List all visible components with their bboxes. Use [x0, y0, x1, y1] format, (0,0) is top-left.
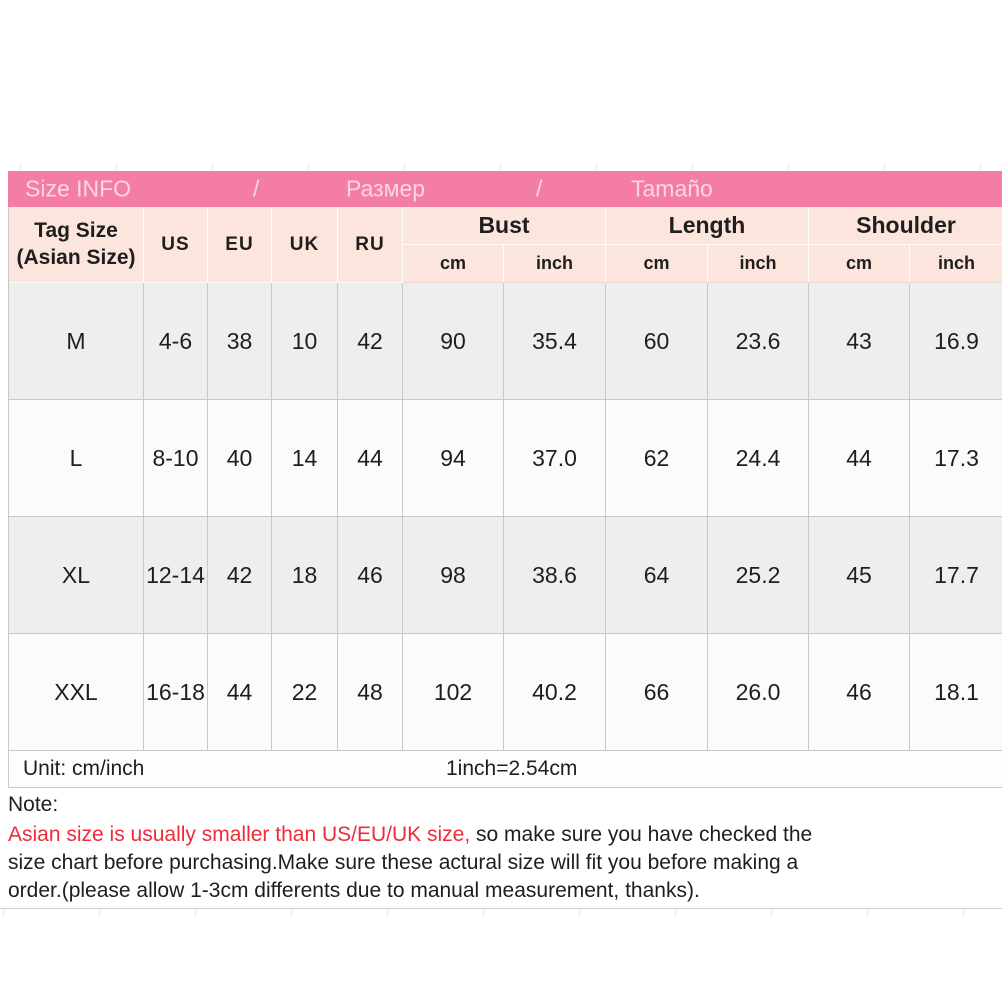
cell-tag: XXL	[9, 634, 144, 751]
cell-shoulder-cm: 45	[809, 517, 910, 634]
cell-length-cm: 60	[606, 283, 708, 400]
cell-shoulder-cm: 44	[809, 400, 910, 517]
tag-size-header-line2: (Asian Size)	[16, 245, 136, 269]
unit-header-shoulder-inch: inch	[910, 245, 1002, 283]
unit-header-bust-cm: cm	[403, 245, 504, 283]
cell-bust-cm: 90	[403, 283, 504, 400]
note-red-text: Asian size is usually smaller than US/EU/UK size,	[8, 823, 471, 846]
cell-bust-cm: 98	[403, 517, 504, 634]
note-label: Note:	[8, 793, 59, 816]
cell-us: 12-14	[144, 517, 208, 634]
note-line-1	[8, 821, 996, 849]
column-header-uk: UK	[272, 207, 338, 283]
cell-length-cm: 66	[606, 634, 708, 751]
cell-eu: 44	[208, 634, 272, 751]
cell-length-inch: 25.2	[708, 517, 809, 634]
cell-shoulder-inch: 18.1	[910, 634, 1002, 751]
cell-shoulder-inch: 17.3	[910, 400, 1002, 517]
title-separator: /	[536, 175, 543, 202]
cell-shoulder-cm: 43	[809, 283, 910, 400]
cell-us: 4-6	[144, 283, 208, 400]
cell-eu: 38	[208, 283, 272, 400]
cell-ru: 48	[338, 634, 403, 751]
cell-bust-inch: 38.6	[504, 517, 606, 634]
cell-us: 16-18	[144, 634, 208, 751]
cell-length-inch: 24.4	[708, 400, 809, 517]
grid-tick-marks-top	[20, 164, 1002, 171]
cell-length-cm: 62	[606, 400, 708, 517]
cell-tag: M	[9, 283, 144, 400]
title-separator: /	[253, 175, 260, 202]
column-header-ru: RU	[338, 207, 403, 283]
table-row-xl	[9, 517, 1002, 634]
cell-eu: 40	[208, 400, 272, 517]
title-english: Size INFO	[25, 175, 132, 202]
header-row-groups	[9, 207, 1002, 245]
group-header-bust: Bust	[403, 207, 606, 245]
cell-uk: 14	[272, 400, 338, 517]
cell-tag: L	[9, 400, 144, 517]
cell-uk: 22	[272, 634, 338, 751]
note-black-text: so make sure you have checked the	[470, 823, 813, 846]
cell-us: 8-10	[144, 400, 208, 517]
table-row-m	[9, 283, 1002, 400]
column-header-us: US	[144, 207, 208, 283]
cell-bust-cm: 102	[403, 634, 504, 751]
group-header-shoulder: Shoulder	[809, 207, 1002, 245]
title-russian: Размер	[346, 175, 426, 202]
inch-conversion-label: 1inch=2.54cm	[446, 757, 578, 780]
cell-bust-cm: 94	[403, 400, 504, 517]
unit-header-bust-inch: inch	[504, 245, 606, 283]
title-spanish: Tamaño	[631, 175, 713, 202]
cell-ru: 46	[338, 517, 403, 634]
cell-shoulder-inch: 16.9	[910, 283, 1002, 400]
grid-tick-marks-bottom	[3, 909, 1002, 916]
column-header-eu: EU	[208, 207, 272, 283]
note-line-3: order.(please allow 1-3cm differents due to manual measurement, thanks).	[8, 879, 700, 902]
cell-tag: XL	[9, 517, 144, 634]
note-line-2: size chart before purchasing.Make sure these actural size will fit you before making a	[8, 851, 799, 874]
cell-eu: 42	[208, 517, 272, 634]
unit-header-length-inch: inch	[708, 245, 809, 283]
cell-uk: 10	[272, 283, 338, 400]
tag-size-header	[9, 207, 144, 283]
unit-header-length-cm: cm	[606, 245, 708, 283]
size-table	[8, 207, 1002, 751]
cell-ru: 42	[338, 283, 403, 400]
title-bar	[8, 171, 1002, 207]
cell-bust-inch: 37.0	[504, 400, 606, 517]
tag-size-header-line1: Tag Size	[34, 219, 118, 243]
cell-length-inch: 26.0	[708, 634, 809, 751]
group-header-length: Length	[606, 207, 809, 245]
unit-header-shoulder-cm: cm	[809, 245, 910, 283]
cell-bust-inch: 40.2	[504, 634, 606, 751]
cell-ru: 44	[338, 400, 403, 517]
cell-length-inch: 23.6	[708, 283, 809, 400]
unit-info-bar	[8, 751, 1002, 788]
table-row-xxl	[9, 634, 1002, 751]
cell-bust-inch: 35.4	[504, 283, 606, 400]
cell-uk: 18	[272, 517, 338, 634]
table-row-l	[9, 400, 1002, 517]
unit-label: Unit: cm/inch	[23, 757, 145, 780]
cell-length-cm: 64	[606, 517, 708, 634]
note-section	[8, 791, 996, 905]
cell-shoulder-inch: 17.7	[910, 517, 1002, 634]
cell-shoulder-cm: 46	[809, 634, 910, 751]
